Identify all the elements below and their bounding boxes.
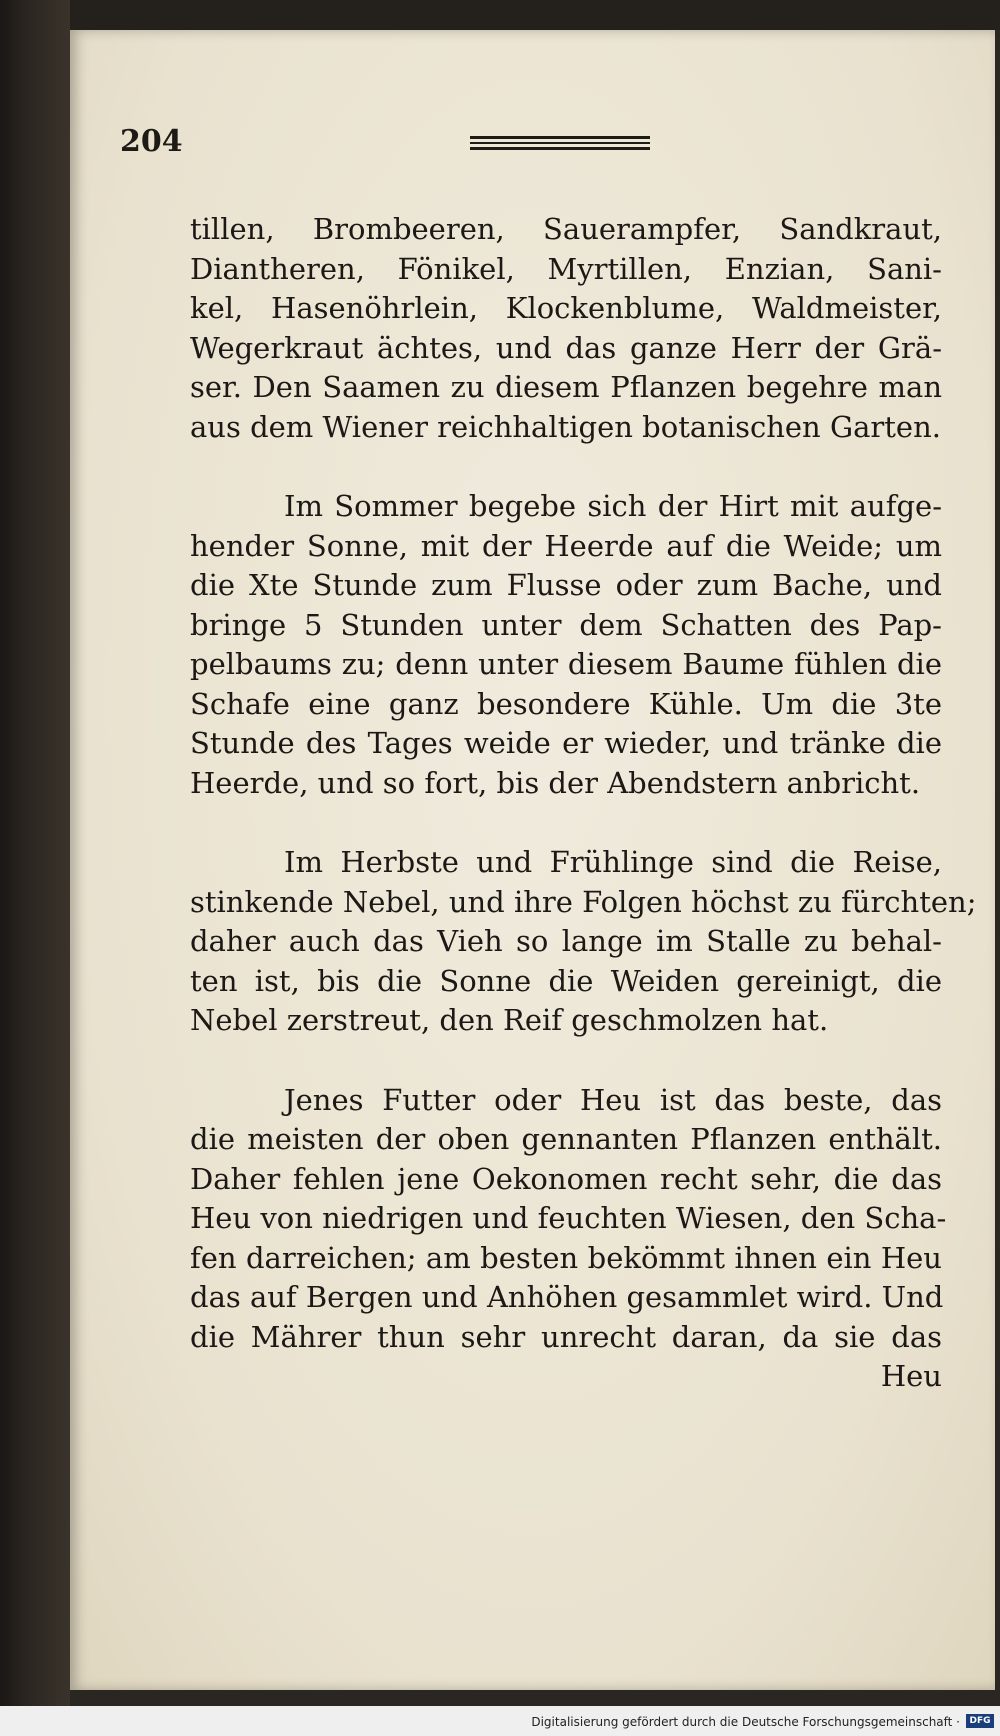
paragraph-2 — [190, 487, 942, 803]
paragraph-1 — [190, 210, 942, 447]
book-edge-top — [0, 0, 1000, 30]
text-line: fen darreichen; am besten bekömmt ihnen ein Heu — [190, 1240, 942, 1275]
text-line: hender Sonne, mit der Heerde auf die Weide; um — [190, 528, 942, 563]
text-line: die Mährer thun sehr unrecht daran, da sie das — [190, 1319, 942, 1354]
paragraph-3 — [190, 843, 977, 1041]
text-line: tillen, Brombeeren, Sauerampfer, Sandkraut, — [190, 212, 942, 246]
rule-line — [470, 147, 650, 150]
text-line: Daher fehlen jene Oekonomen recht sehr, die das — [190, 1161, 942, 1196]
digitization-footer — [0, 1706, 1000, 1736]
catchword: Heu — [880, 1359, 942, 1393]
text-line: Im Sommer begebe sich der Hirt mit aufge- — [284, 489, 942, 523]
text-line: Wegerkraut ächtes, und das ganze Herr der Grä- — [190, 330, 942, 365]
text-line: stinkende Nebel, und ihre Folgen höchst zu fürchten; — [190, 884, 977, 919]
header-rule-ornament — [470, 136, 650, 154]
text-line: ten ist, bis die Sonne die Weiden gereinigt, die — [190, 963, 942, 998]
rule-line — [470, 136, 650, 139]
text-line: Im Herbste und Frühlinge sind die Reise, — [284, 845, 942, 879]
text-line: Heerde, und so fort, bis der Abendstern anbricht. — [190, 765, 921, 800]
text-line: daher auch das Vieh so lange im Stalle zu behal- — [190, 924, 942, 958]
text-line: pelbaums zu; denn unter diesem Baume fühlen die — [190, 647, 942, 681]
text-line: Jenes Futter oder Heu ist das beste, das — [284, 1082, 942, 1117]
text-line: die Xte Stunde zum Flusse oder zum Bache, und — [190, 568, 942, 602]
rule-line — [470, 142, 650, 144]
paragraph-4 — [190, 1081, 947, 1397]
text-line: das auf Bergen und Anhöhen gesammlet wird. Und — [190, 1280, 944, 1314]
dfg-logo: DFG — [966, 1714, 994, 1728]
text-line: ser. Den Saamen zu diesem Pflanzen begehre man — [190, 370, 942, 404]
page-number: 204 — [120, 124, 183, 159]
page-header — [120, 124, 940, 164]
book-spine-edge — [0, 0, 70, 1736]
footer-credit: Digitalisierung gefördert durch die Deutsche Forschungsgemeinschaft · — [531, 1715, 960, 1729]
text-line: die meisten der oben gennanten Pflanzen enthält. — [190, 1122, 942, 1156]
text-line: Nebel zerstreut, den Reif geschmolzen hat. — [190, 1003, 829, 1037]
text-line: Heu von niedrigen und feuchten Wiesen, den Scha- — [190, 1201, 947, 1235]
text-line: Schafe eine ganz besondere Kühle. Um die 3te — [190, 686, 942, 721]
text-line: Stunde des Tages weide er wieder, und tränke die — [190, 726, 942, 760]
text-line: Diantheren, Fönikel, Myrtillen, Enzian, Sani- — [190, 251, 942, 286]
text-line: aus dem Wiener reichhaltigen botanischen Garten. — [190, 409, 941, 444]
text-line: kel, Hasenöhrlein, Klockenblume, Waldmeister, — [190, 291, 942, 325]
body-text — [190, 210, 977, 1397]
text-line: bringe 5 Stunden unter dem Schatten des Pap- — [190, 607, 942, 642]
